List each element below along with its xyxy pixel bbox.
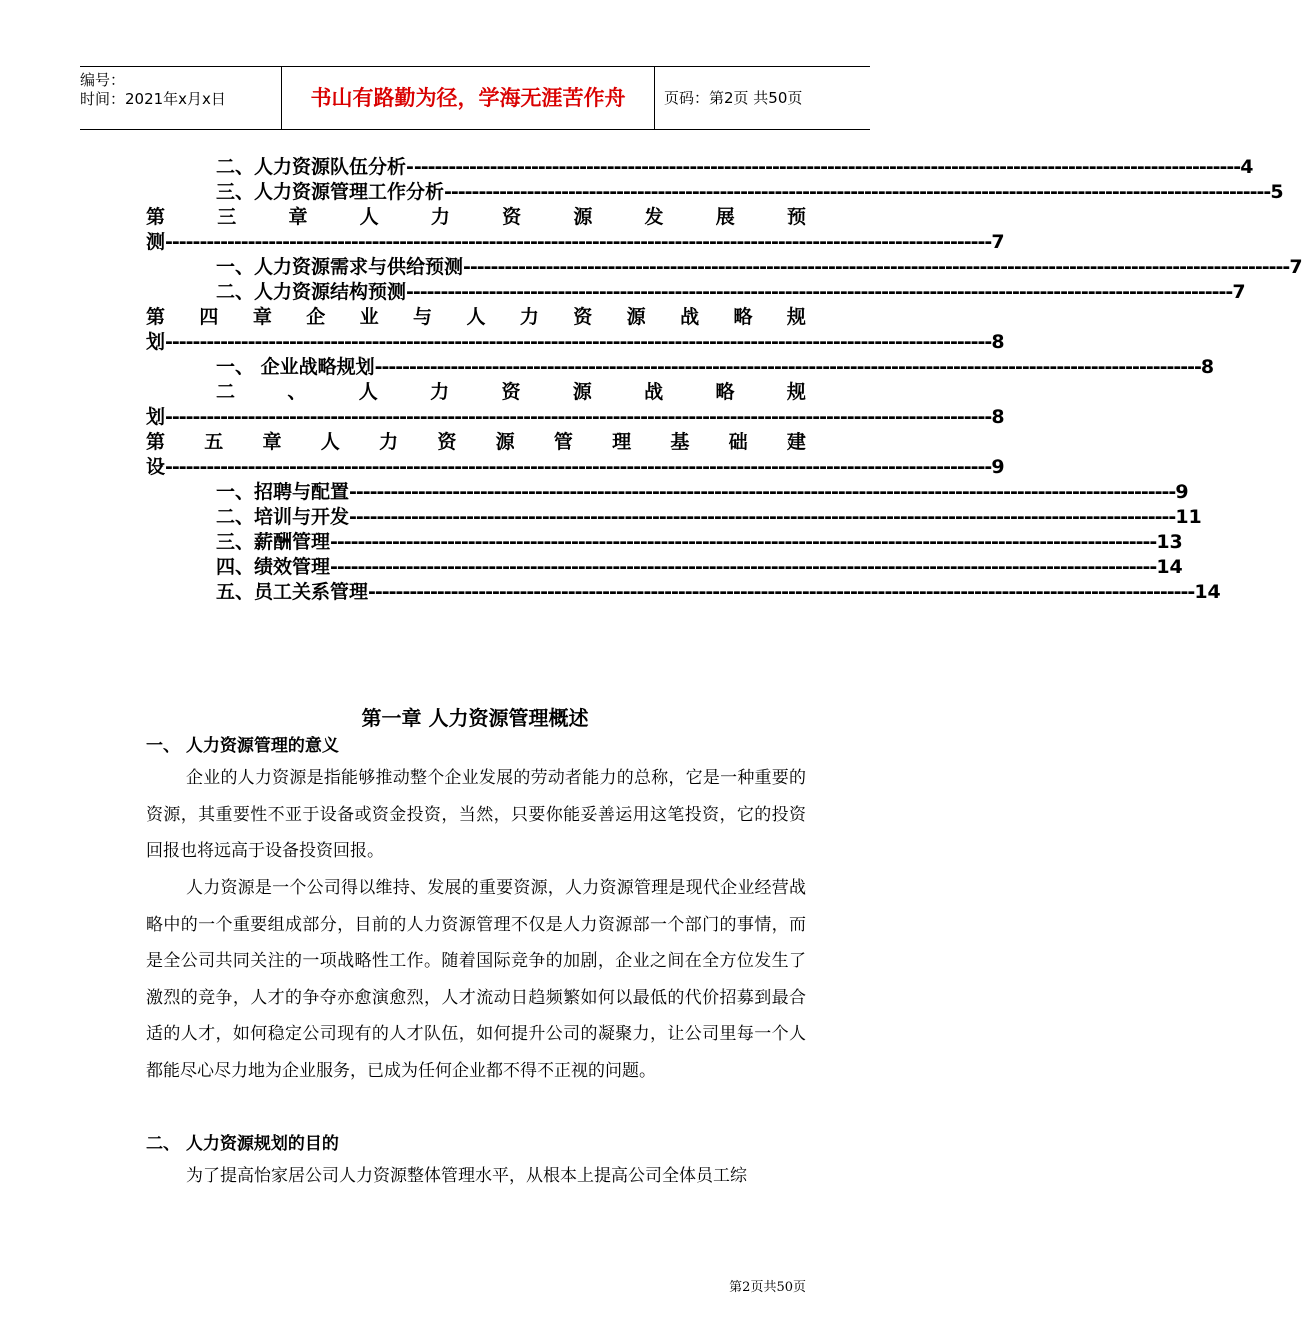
toc-leader: ------------------------------------------------------------------------------------------------------------------------ [349, 481, 1176, 503]
header-motto: 书山有路勤为径，学海无涯苦作舟 [281, 67, 655, 129]
toc-item-label: 三、人力资源管理工作分析 [216, 181, 445, 203]
toc-item-page: 7 [1289, 256, 1303, 278]
toc-item-label-cont: 划 [146, 406, 166, 428]
toc-leader: ------------------------------------------------------------------------------------------------------------------------ [444, 181, 1271, 203]
toc-item[interactable] [146, 355, 1215, 380]
toc-item-label: 一、招聘与配置 [216, 481, 350, 503]
toc-item-page: 9 [991, 456, 1005, 478]
toc-item-label[interactable]: 第 三 章 人 力 资 源 发 展 预 [146, 206, 806, 228]
toc-leader: ------------------------------------------------------------------------------------------------------------------------ [374, 356, 1201, 378]
header-meta [80, 67, 280, 133]
toc-item[interactable] [146, 180, 1284, 205]
toc-leader: ------------------------------------------------------------------------------------------------------------------------ [463, 256, 1290, 278]
toc-item-label[interactable]: 二 、 人 力 资 源 战 略 规 [216, 381, 806, 403]
toc-item[interactable] [146, 530, 1183, 555]
toc-item-page: 8 [1200, 356, 1215, 378]
number-label: 编号： [80, 71, 126, 89]
toc-item-continuation[interactable] [146, 330, 1005, 355]
toc-item-label-cont: 设 [146, 456, 166, 478]
toc-item-page: 4 [1240, 156, 1254, 178]
toc-item-page: 5 [1270, 181, 1284, 203]
toc-item[interactable] [146, 505, 1202, 530]
toc-item-page: 9 [1175, 481, 1189, 503]
paragraph-3: 为了提高怡家居公司人力资源整体管理水平，从根本上提高公司全体员工综 [186, 1166, 747, 1186]
toc-item-page: 7 [1232, 281, 1246, 303]
toc-leader: ------------------------------------------------------------------------------------------------------------------------ [406, 281, 1233, 303]
toc-item-page: 14 [1156, 556, 1183, 578]
toc-item-page: 13 [1156, 531, 1183, 553]
toc-item[interactable] [146, 155, 1254, 180]
toc-leader: ------------------------------------------------------------------------------------------------------------------------ [330, 556, 1157, 578]
toc-item[interactable] [146, 580, 1221, 605]
toc-item[interactable] [146, 480, 1189, 505]
toc-item-label[interactable]: 第 四 章 企 业 与 人 力 资 源 战 略 规 [146, 306, 806, 328]
toc-leader: ------------------------------------------------------------------------------------------------------------------------ [330, 531, 1157, 553]
toc-leader: ------------------------------------------------------------------------------------------------------------------------ [165, 331, 992, 353]
toc-item-label: 二、人力资源结构预测 [216, 281, 407, 303]
toc-item-page: 8 [991, 331, 1005, 353]
toc-item-label: 一、 企业战略规划 [216, 356, 375, 378]
footer-page-number: 第2页共50页 [729, 1280, 806, 1295]
toc-item[interactable] [146, 255, 1303, 280]
toc-item-label-cont: 划 [146, 331, 166, 353]
toc-item-label[interactable]: 第 五 章 人 力 资 源 管 理 基 础 建 [146, 431, 806, 453]
toc-item[interactable] [146, 555, 1183, 580]
toc-leader: ------------------------------------------------------------------------------------------------------------------------ [413, 156, 1241, 178]
header-page-label: 页码：第2页 共50页 [664, 89, 803, 107]
toc-item-label-cont: 测 [146, 231, 166, 253]
section-heading-2: 二、 人力资源规划的目的 [146, 1134, 339, 1154]
toc-item-page: 11 [1175, 506, 1202, 528]
toc-leader: ------------------------------------------------------------------------------------------------------------------------ [349, 506, 1176, 528]
document-header [80, 66, 870, 130]
paragraph-1: 企业的人力资源是指能够推动整个企业发展的劳动者能力的总称，它是一种重要的资源，其重要性不亚于设备或资金投资，当然，只要你能妥善运用这笔投资，它的投资回报也将远高于设备投资回报。 [146, 768, 806, 862]
date-label: 时间：2021年x月x日 [80, 90, 226, 108]
toc-item-continuation[interactable] [146, 405, 1005, 430]
toc-item-page: 7 [991, 231, 1005, 253]
toc-leader: ------------------------------------------------------------------------------------------------------------------------ [368, 581, 1195, 603]
toc-item-page: 8 [991, 406, 1005, 428]
toc-item-label: 四、绩效管理 [216, 556, 331, 578]
toc-leader: ------------------------------------------------------------------------------------------------------------------------ [165, 456, 992, 478]
toc-item[interactable] [146, 280, 1246, 305]
toc-item-page: 14 [1194, 581, 1221, 603]
toc-item-continuation[interactable] [146, 455, 1005, 480]
toc-leader: ------------------------------------------------------------------------------------------------------------------------ [165, 406, 992, 428]
toc-item-label: 一、人力资源需求与供给预测 [216, 256, 464, 278]
toc-item-label: 二、培训与开发 [216, 506, 350, 528]
paragraph-2: 人力资源是一个公司得以维持、发展的重要资源，人力资源管理是现代企业经营战略中的一个重要组成部分，目前的人力资源管理不仅是人力资源部一个部门的事情，而是全公司共同关注的一项战略性工作。随着国际竞争的加剧，企业之间在全方位发生了激烈的竞争，人才的争夺亦愈演愈烈，人才流动日趋频繁如何以最低的代价招募到最合适的人才，如何稳定公司现有的人才队伍，如何提升公司的凝聚力，让公司里每一个人都能尽心尽力地为企业服务，已成为任何企业都不得不正视的问题。 [146, 878, 806, 1081]
section-heading-1: 一、 人力资源管理的意义 [146, 736, 339, 756]
toc-item-label: 二、人力资源队伍分析- [216, 156, 414, 178]
toc-leader: ------------------------------------------------------------------------------------------------------------------------ [165, 231, 992, 253]
toc-item-continuation[interactable] [146, 230, 1005, 255]
chapter-title: 第一章 人力资源管理概述 [361, 706, 589, 730]
toc-item-label: 五、员工关系管理 [216, 581, 369, 603]
toc-item-label: 三、薪酬管理 [216, 531, 331, 553]
